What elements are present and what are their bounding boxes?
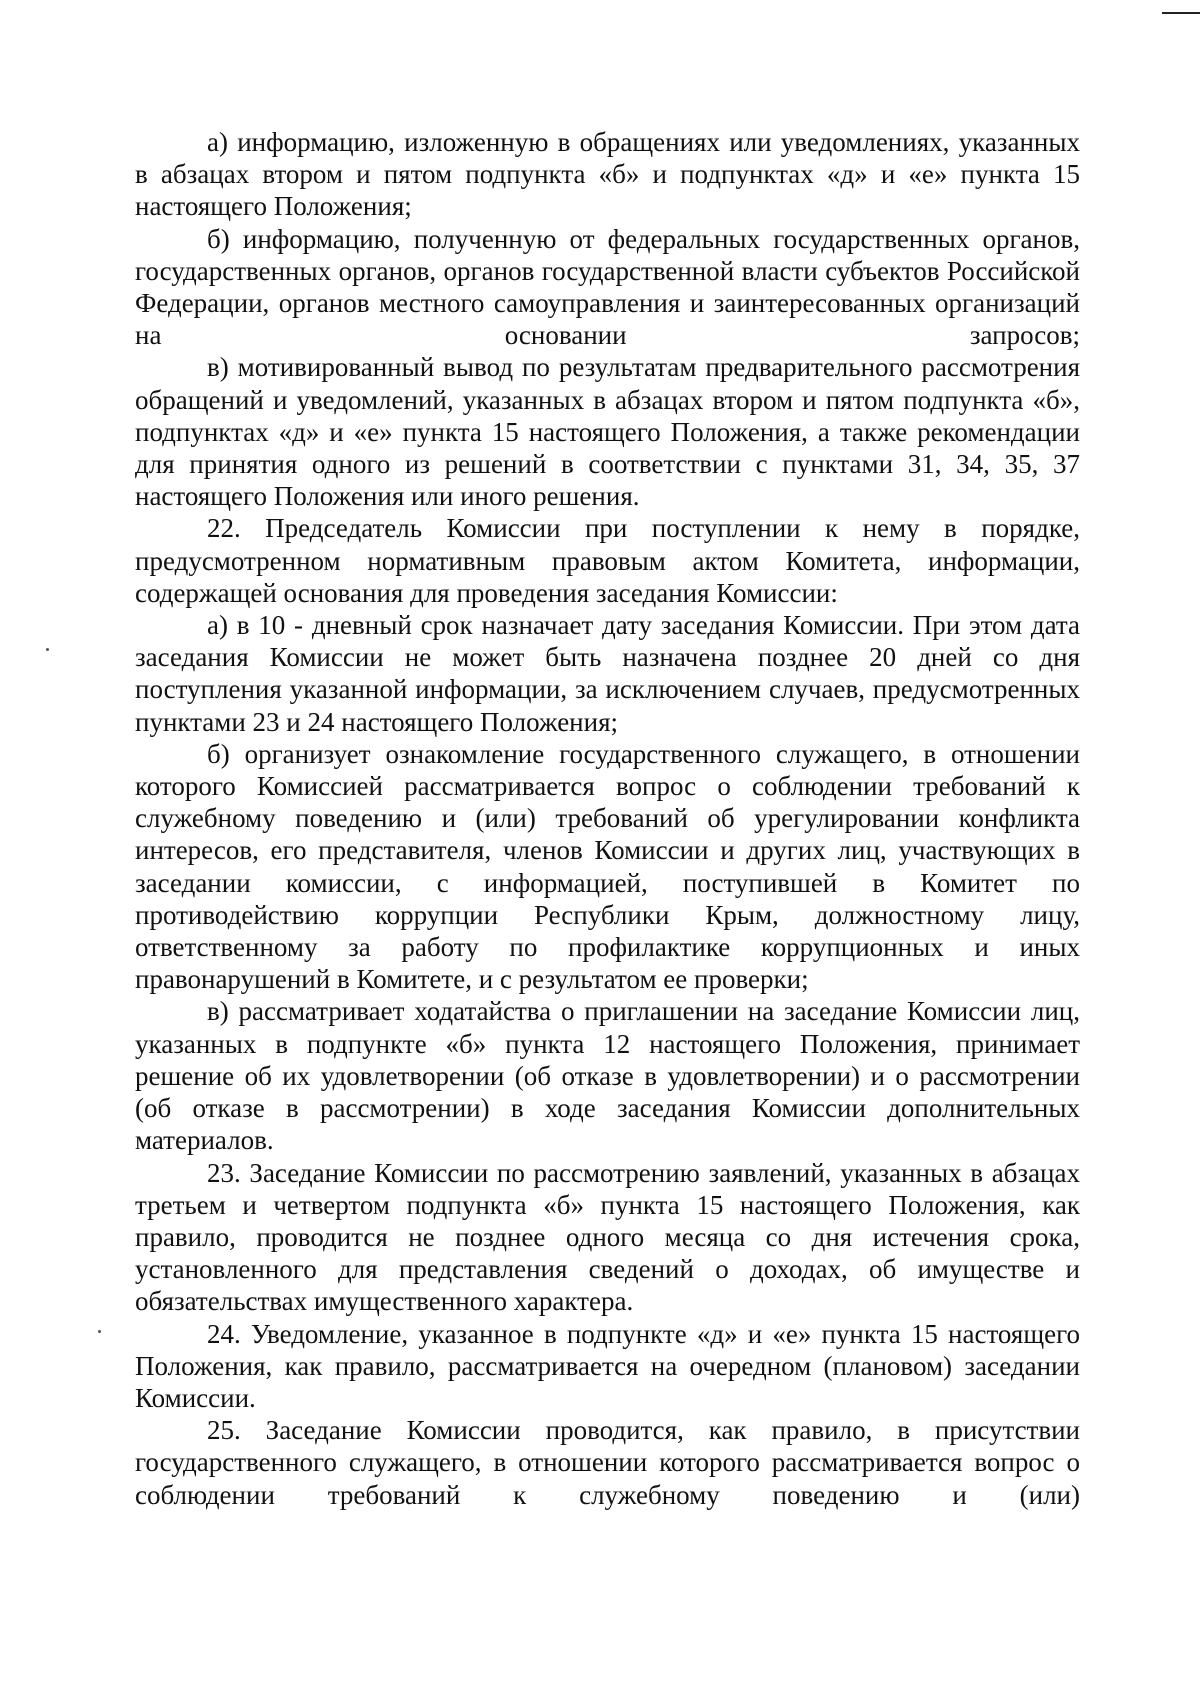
- paragraph-21c: в) мотивированный вывод по результатам предварительного рассмотрения обращений и уведомлений, указанных в абзацах втором и пятом подпункта «б», подпунктах «д» и «е» пункта 15 настоящего Положения, а также рекомендации для принятия одного из решений в соответствии с пунктами 31, 34, 35, 37 настоящего Положения или иного решения.: [135, 352, 1080, 512]
- scan-speck: [46, 648, 49, 651]
- scan-speck: [98, 1330, 101, 1333]
- paragraph-24: 24. Уведомление, указанное в подпункте «д» и «е» пункта 15 настоящего Положения, как правило, рассматривается на очередном (плановом) заседании Комиссии.: [135, 1318, 1080, 1413]
- paragraph-22c: в) рассматривает ходатайства о приглашении на заседание Комиссии лиц, указанных в подпункте «б» пункта 12 настоящего Положения, принимает решение об их удовлетворении (об отказе в удовлетворении) и о рассмотрении (об отказе в рассмотрении) в ходе заседания Комиссии дополнительных материалов.: [135, 996, 1080, 1156]
- paragraph-22a: а) в 10 - дневный срок назначает дату заседания Комиссии. При этом дата заседания Комиссии не может быть назначена позднее 20 дней со дня поступления указанной информации, за исключением случаев, предусмотренных пунктами 23 и 24 настоящего Положения;: [135, 610, 1080, 737]
- paragraph-22b: б) организует ознакомление государственного служащего, в отношении которого Комиссией рассматривается вопрос о соблюдении требований к служебному поведению и (или) требований об урегулировании конфликта интересов, его представителя, членов Комиссии и других лиц, участвующих в заседании комиссии, с информацией, поступившей в Комитет по противодействию коррупции Республики Крым, должностному лицу, ответственному за работу по профилактике коррупционных и иных правонарушений в Комитете, и с результатом ее проверки;: [135, 738, 1080, 995]
- paragraph-21b: б) информацию, полученную от федеральных государственных органов, государственных органов, органов государственной власти субъектов Российской Федерации, органов местного самоуправления и заинтересованных организаций на основании запросов;: [135, 223, 1080, 351]
- paragraph-21a: а) информацию, изложенную в обращениях или уведомлениях, указанных в абзацах втором и пятом подпункта «б» и подпунктах «д» и «е» пункта 15 настоящего Положения;: [135, 127, 1080, 222]
- document-body: [135, 126, 1080, 1511]
- paragraph-23: 23. Заседание Комиссии по рассмотрению заявлений, указанных в абзацах третьем и четвертом подпункта «б» пункта 15 настоящего Положения, как правило, проводится не позднее одного месяца со дня истечения срока, установленного для представления сведений о доходах, об имуществе и обязательствах имущественного характера.: [135, 1157, 1080, 1317]
- paragraph-25: 25. Заседание Комиссии проводится, как правило, в присутствии государственного служащего, в отношении которого рассматривается вопрос о соблюдении требований к служебному поведению и (или): [135, 1415, 1080, 1510]
- scan-edge-mark: [1162, 12, 1200, 14]
- paragraph-22: 22. Председатель Комиссии при поступлении к нему в порядке, предусмотренном нормативным правовым актом Комитета, информации, содержащей основания для проведения заседания Комиссии:: [135, 513, 1080, 608]
